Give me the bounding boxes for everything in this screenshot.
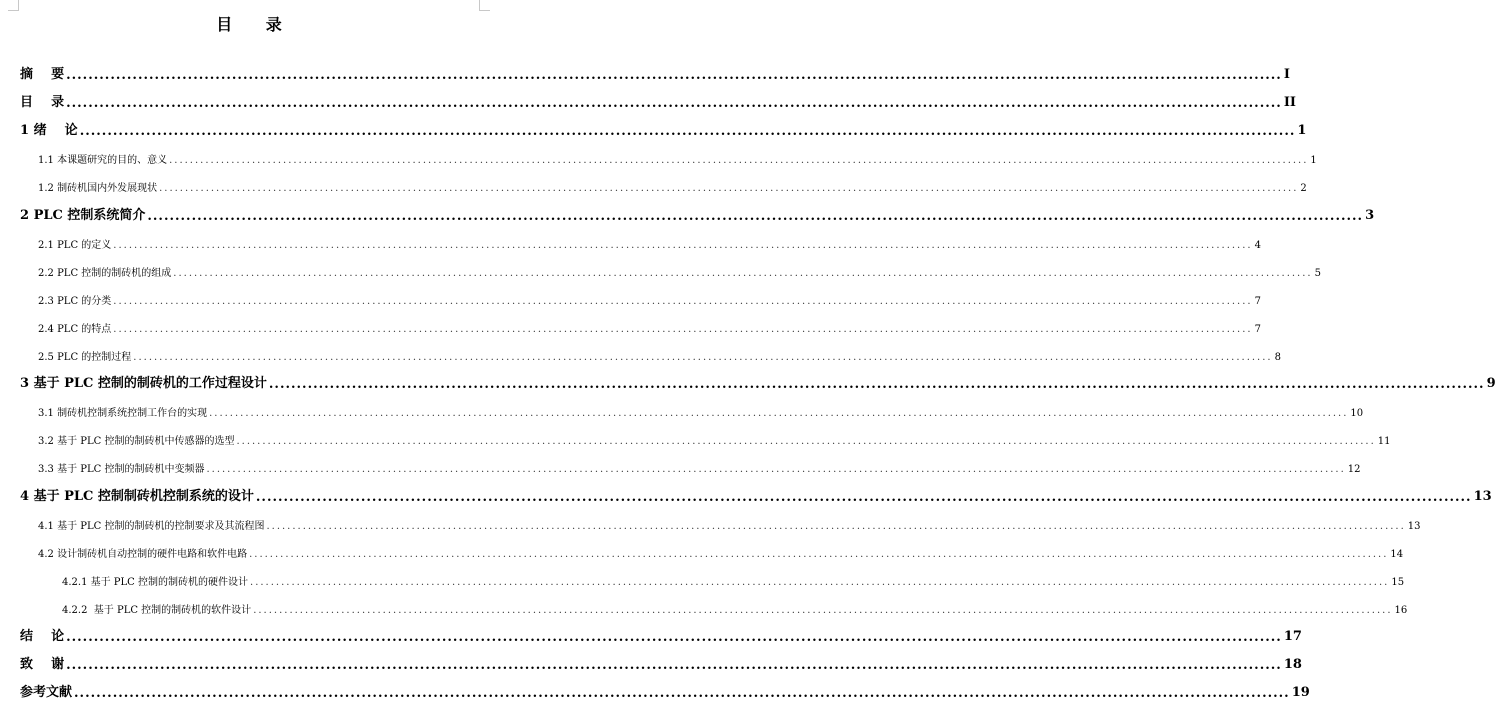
toc-entry-label: 1 绪 论: [20, 123, 78, 138]
toc-leader-dots: ............................................................................................................................................................................................................................: [173, 268, 1313, 279]
toc-entry[interactable]: [0, 453, 1361, 475]
toc-entry-page-number: 14: [1390, 549, 1404, 560]
toc-entry-page-number: I: [1283, 67, 1290, 82]
toc-leader-dots: ............................................................................................................................................................................................................................: [169, 155, 1309, 166]
toc-entry-page-number: II: [1283, 95, 1296, 110]
toc-entry-page-number: 18: [1283, 657, 1302, 672]
toc-entry-label: 4.2 设计制砖机自动控制的硬件电路和软件电路: [38, 549, 248, 560]
page-title: 目 录: [216, 15, 296, 34]
toc-leader-dots: ............................................................................................................................................................................................................................: [253, 605, 1393, 616]
toc-leader-dots: ............................................................................................................................................................................................................................: [113, 324, 1253, 335]
toc-entry-page-number: 3: [1365, 208, 1375, 223]
toc-entry-label: 2 PLC 控制系统简介: [20, 208, 146, 223]
toc-entry-page-number: 16: [1394, 605, 1408, 616]
toc-entry[interactable]: [0, 60, 1290, 83]
toc-leader-dots: ............................................................................................................................................................................................................................: [79, 124, 1296, 139]
toc-entry-page-number: 1: [1297, 123, 1307, 138]
toc-leader-dots: ............................................................................................................................................................................................................................: [255, 490, 1472, 505]
toc-entry[interactable]: [0, 257, 1321, 279]
toc-leader-dots: ............................................................................................................................................................................................................................: [66, 630, 1282, 645]
toc-entry-page-number: 5: [1314, 268, 1321, 279]
toc-entry-label: 摘 要: [20, 67, 65, 82]
toc-leader-dots: ............................................................................................................................................................................................................................: [74, 686, 1290, 701]
toc-leader-dots: ............................................................................................................................................................................................................................: [209, 408, 1349, 419]
toc-entry-page-number: 13: [1407, 521, 1421, 532]
toc-entry-label: 2.3 PLC 的分类: [38, 296, 112, 307]
toc-entry[interactable]: [0, 285, 1261, 307]
toc-entry-page-number: 4: [1254, 240, 1261, 251]
toc-entry[interactable]: [0, 313, 1261, 335]
toc-entry-label: 4.2.2 基于 PLC 控制的制砖机的软件设计: [62, 605, 252, 616]
toc-leader-dots: ............................................................................................................................................................................................................................: [250, 577, 1390, 588]
toc-entry-label: 参考文献: [20, 685, 73, 700]
toc-entry-label: 3.1 制砖机控制系统控制工作台的实现: [38, 408, 208, 419]
toc-entry-label: 4.1 基于 PLC 控制的制砖机的控制要求及其流程图: [38, 521, 265, 532]
toc-entry[interactable]: [0, 116, 1307, 139]
toc-leader-dots: ............................................................................................................................................................................................................................: [236, 436, 1376, 447]
toc-entry-label: 3 基于 PLC 控制的制砖机的工作过程设计: [20, 376, 267, 391]
toc-entry-page-number: 10: [1350, 408, 1364, 419]
toc-leader-dots: ............................................................................................................................................................................................................................: [66, 658, 1282, 673]
toc-leader-dots: ............................................................................................................................................................................................................................: [113, 240, 1253, 251]
toc-entry[interactable]: [0, 201, 1375, 224]
toc-leader-dots: ............................................................................................................................................................................................................................: [266, 521, 1406, 532]
toc-leader-dots: ............................................................................................................................................................................................................................: [133, 352, 1273, 363]
toc-entry[interactable]: [0, 369, 1496, 392]
toc-entry[interactable]: [0, 482, 1492, 505]
toc-leader-dots: ............................................................................................................................................................................................................................: [268, 377, 1485, 392]
toc-entry[interactable]: [0, 397, 1364, 419]
toc-entry-page-number: 19: [1291, 685, 1310, 700]
toc-leader-dots: ............................................................................................................................................................................................................................: [206, 464, 1346, 475]
toc-entry[interactable]: [0, 566, 1405, 588]
toc-entry[interactable]: [0, 650, 1302, 673]
toc-entry[interactable]: [0, 229, 1261, 251]
toc-entry-label: 2.5 PLC 的控制过程: [38, 352, 132, 363]
toc-entry-page-number: 8: [1274, 352, 1281, 363]
toc-leader-dots: ............................................................................................................................................................................................................................: [66, 96, 1282, 111]
toc-entry[interactable]: [0, 144, 1317, 166]
toc-entry-label: 2.4 PLC 的特点: [38, 324, 112, 335]
toc-entry[interactable]: [0, 622, 1302, 645]
toc-entry-page-number: 2: [1300, 183, 1307, 194]
toc-entry-page-number: 7: [1254, 324, 1261, 335]
toc-entry[interactable]: [0, 594, 1408, 616]
toc-entry-label: 目 录: [20, 95, 65, 110]
toc-entry-label: 2.1 PLC 的定义: [38, 240, 112, 251]
toc-entry-page-number: 17: [1283, 629, 1302, 644]
toc-entry-page-number: 7: [1254, 296, 1261, 307]
toc-entry-label: 2.2 PLC 控制的制砖机的组成: [38, 268, 172, 279]
toc-leader-dots: ............................................................................................................................................................................................................................: [159, 183, 1299, 194]
toc-entry-label: 4.2.1 基于 PLC 控制的制砖机的硬件设计: [62, 577, 249, 588]
toc-entry-label: 3.2 基于 PLC 控制的制砖机中传感器的选型: [38, 436, 235, 447]
toc-entry-page-number: 1: [1310, 155, 1317, 166]
toc-entry-label: 4 基于 PLC 控制制砖机控制系统的设计: [20, 489, 254, 504]
toc-entry-label: 致 谢: [20, 657, 65, 672]
toc-entry-page-number: 11: [1377, 436, 1391, 447]
page-corner-mark-right: [479, 0, 490, 11]
toc-entry[interactable]: [0, 425, 1391, 447]
toc-entry[interactable]: [0, 678, 1310, 701]
toc-entry[interactable]: [0, 510, 1421, 532]
toc-entry-page-number: 9: [1486, 376, 1496, 391]
toc-entry[interactable]: [0, 538, 1404, 560]
toc-leader-dots: ............................................................................................................................................................................................................................: [249, 549, 1389, 560]
toc-entry-page-number: 13: [1473, 489, 1492, 504]
toc-entry-page-number: 12: [1347, 464, 1361, 475]
toc-entry-label: 1.2 制砖机国内外发展现状: [38, 183, 158, 194]
toc-entry[interactable]: [0, 172, 1307, 194]
toc-leader-dots: ............................................................................................................................................................................................................................: [113, 296, 1253, 307]
toc-entry-label: 3.3 基于 PLC 控制的制砖机中变频器: [38, 464, 205, 475]
page-corner-mark-left: [8, 0, 19, 11]
toc-entry[interactable]: [0, 341, 1281, 363]
toc-leader-dots: ............................................................................................................................................................................................................................: [147, 209, 1364, 224]
toc-entry-page-number: 15: [1391, 577, 1405, 588]
toc-entry-label: 结 论: [20, 629, 65, 644]
toc-entry[interactable]: [0, 88, 1296, 111]
toc-leader-dots: ............................................................................................................................................................................................................................: [66, 68, 1282, 83]
toc-entry-label: 1.1 本课题研究的目的、意义: [38, 155, 168, 166]
